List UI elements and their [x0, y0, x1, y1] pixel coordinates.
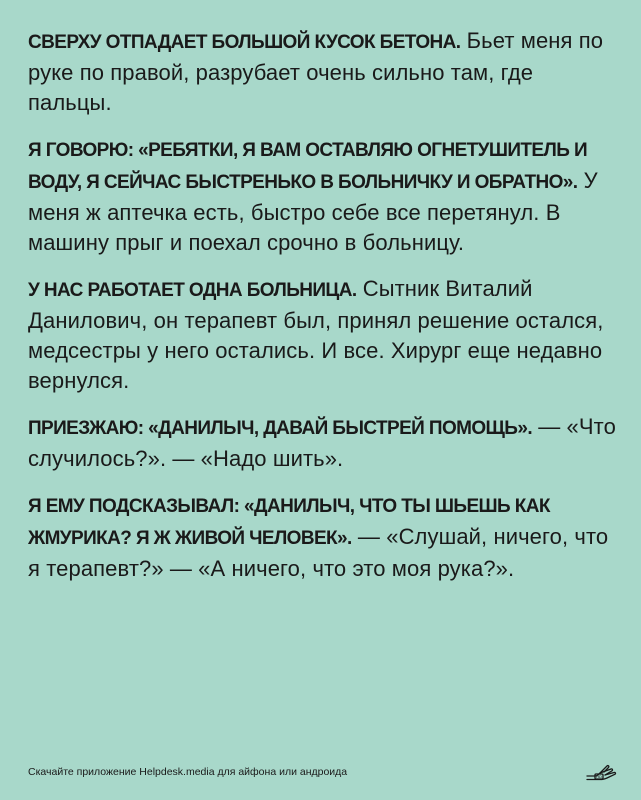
- paragraph-lead: У НАС РАБОТАЕТ ОДНА БОЛЬНИЦА.: [28, 280, 357, 301]
- paragraph-lead: Я ЕМУ ПОДСКАЗЫВАЛ: «ДАНИЛЫЧ, ЧТО ТЫ ШЬЕШЬ КАК ЖМУРИКА? Я Ж ЖИВОЙ ЧЕЛОВЕК».: [28, 496, 550, 549]
- paragraph-body: — «Слушай, ничего, что я терапевт?» — «А ничего, что это моя рука?».: [28, 524, 609, 581]
- paragraph-lead: ПРИЕЗЖАЮ: «ДАНИЛЫЧ, ДАВАЙ БЫСТРЕЙ ПОМОЩЬ».: [28, 418, 533, 439]
- paragraph-lead: СВЕРХУ ОТПАДАЕТ БОЛЬШОЙ КУСОК БЕТОНА.: [28, 32, 461, 53]
- paragraph-body: — «Что случилось?». — «Надо шить».: [28, 414, 616, 471]
- paragraph-body: У меня ж аптечка есть, быстро себе все перетянул. В машину прыг и поехал срочно в больницу.: [28, 168, 598, 255]
- helpdesk-hand-icon: [585, 760, 619, 782]
- logo-text: HD: [596, 774, 602, 779]
- paragraph-1: [28, 26, 618, 118]
- article-text: [28, 26, 618, 600]
- paragraph-2: [28, 134, 618, 258]
- paragraph-body: Бьет меня по руке по правой, разрубает очень сильно там, где пальцы.: [28, 28, 604, 115]
- paragraph-body: Сытник Виталий Данилович, он терапевт был, принял решение остался, медсестры у него остались. И все. Хирург еще недавно вернулся.: [28, 276, 604, 393]
- download-app-link[interactable]: Скачайте приложение Helpdesk.media для айфона или андроида: [28, 766, 348, 778]
- paragraph-lead: Я ГОВОРЮ: «РЕБЯТКИ, Я ВАМ ОСТАВЛЯЮ ОГНЕТУШИТЕЛЬ И ВОДУ, Я СЕЙЧАС БЫСТРЕНЬКО В БОЛЬНИЧКУ И ОБРАТНО».: [28, 140, 588, 193]
- paragraph-3: [28, 274, 618, 396]
- paragraph-4: [28, 412, 618, 474]
- paragraph-5: [28, 490, 618, 584]
